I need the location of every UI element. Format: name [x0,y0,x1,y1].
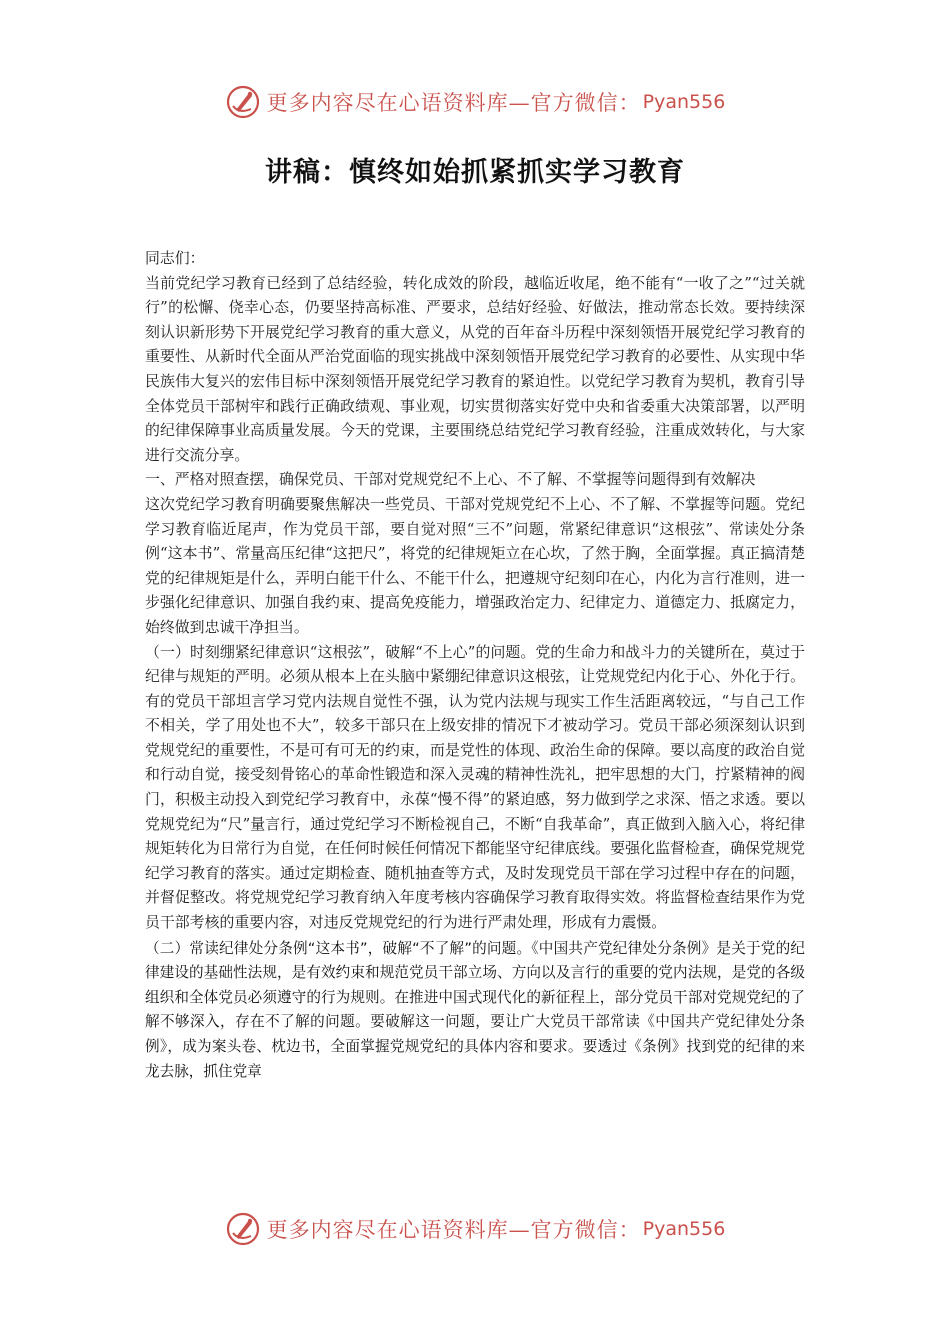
paragraph-subsection-1: （一）时刻绷紧纪律意识“这根弦”，破解“不上心”的问题。党的生命力和战斗力的关键所在，莫过于纪律与规矩的严明。必须从根本上在头脑中紧绷纪律意识这根弦，让党规党纪内化于心、外化于行。有的党员干部坦言学习党内法规自觉性不强，认为党内法规与现实工作生活距离较远，“与自己工作不相关，学了用处也不大”，较多干部只在上级安排的情况下才被动学习。党员干部必须深刻认识到党规党纪的重要性，不是可有可无的约束，而是党性的体现、政治生命的保障。要以高度的政治自觉和行动自觉，接受刻骨铭心的革命性锻造和深入灵魂的精神性洗礼，把牢思想的大门，拧紧精神的阀门，积极主动投入到党纪学习教育中，永葆“慢不得”的紧迫感，努力做到学之求深、悟之求透。要以党规党纪为“尺”量言行，通过党纪学习不断检视自己，不断“自我革命”，真正做到入脑入心，将纪律规矩转化为日常行为自觉，在任何时候任何情况下都能坚守纪律底线。要强化监督检查，确保党规党纪学习教育的落实。通过定期检查、随机抽查等方式，及时发现党员干部在学习过程中存在的问题，并督促整改。将党规党纪学习教育纳入年度考核内容确保学习教育取得实效。将监督检查结果作为党员干部考核的重要内容，对违反党规党纪的行为进行严肃处理，形成有力震慑。 [145,642,805,932]
watermark-text: 更多内容尽在心语资料库—官方微信： [266,91,641,115]
quill-logo-icon [225,1211,261,1247]
salutation: 同志们： [145,249,205,267]
paragraph-intro: 当前党纪学习教育已经到了总结经验，转化成效的阶段，越临近收尾，绝不能有“一收了之”“过关就行”的松懈、侥幸心态，仍要坚持高标准、严要求，总结好经验、好做法，推动常态长效。要持续深刻认识新形势下开展党纪学习教育的重大意义，从党的百年奋斗历程中深刻领悟开展党纪学习教育的重要性、从新时代全面从严治党面临的现实挑战中深刻领悟开展党纪学习教育的必要性、从实现中华民族伟大复兴的宏伟目标中深刻领悟开展党纪学习教育的紧迫性。以党纪学习教育为契机，教育引导全体党员干部树牢和践行正确政绩观、事业观，切实贯彻落实好党中央和省委重大决策部署，以严明的纪律保障事业高质量发展。今天的党课，主要围绕总结党纪学习教育经验，注重成效转化，与大家进行交流分享。 [145,273,805,464]
watermark-banner-top [0,82,950,122]
watermark-wechat-id: Pyan556 [642,91,726,113]
watermark-wechat-id: Pyan556 [642,1218,726,1240]
paragraph-section-1: 这次党纪学习教育明确要聚焦解决一些党员、干部对党规党纪不上心、不了解、不掌握等问题。党纪学习教育临近尾声，作为党员干部，要自觉对照“三不”问题，常紧纪律意识“这根弦”、常读处分条例“这本书”、常量高压纪律“这把尺”，将党的纪律规矩立在心坎，了然于胸，全面掌握。真正搞清楚党的纪律规矩是什么，弄明白能干什么、不能干什么，把遵规守纪刻印在心，内化为言行准则，进一步强化纪律意识、加强自我约束、提高免疫能力，增强政治定力、纪律定力、道德定力、抵腐定力，始终做到忠诚干净担当。 [145,494,805,636]
quill-logo-icon [225,84,261,120]
document-title: 讲稿：慎终如始抓紧抓实学习教育 [265,157,685,188]
document-body [145,246,805,1084]
watermark-banner-bottom [0,1209,950,1249]
watermark-text: 更多内容尽在心语资料库—官方微信： [266,1218,641,1242]
paragraph-subsection-2: （二）常读纪律处分条例“这本书”，破解“不了解”的问题。《中国共产党纪律处分条例》是关于党的纪律建设的基础性法规，是有效约束和规范党员干部立场、方向以及言行的重要的党内法规，是党的各级组织和全体党员必须遵守的行为规则。在推进中国式现代化的新征程上，部分党员干部对党规党纪的了解不够深入，存在不了解的问题。要破解这一问题，要让广大党员干部常读《中国共产党纪律处分条例》，成为案头卷、枕边书，全面掌握党规党纪的具体内容和要求。要透过《条例》找到党的纪律的来龙去脉，抓住党章 [145,939,805,1080]
section-heading-1: 一、严格对照查摆，确保党员、干部对党规党纪不上心、不了解、不掌握等问题得到有效解决 [145,470,756,489]
